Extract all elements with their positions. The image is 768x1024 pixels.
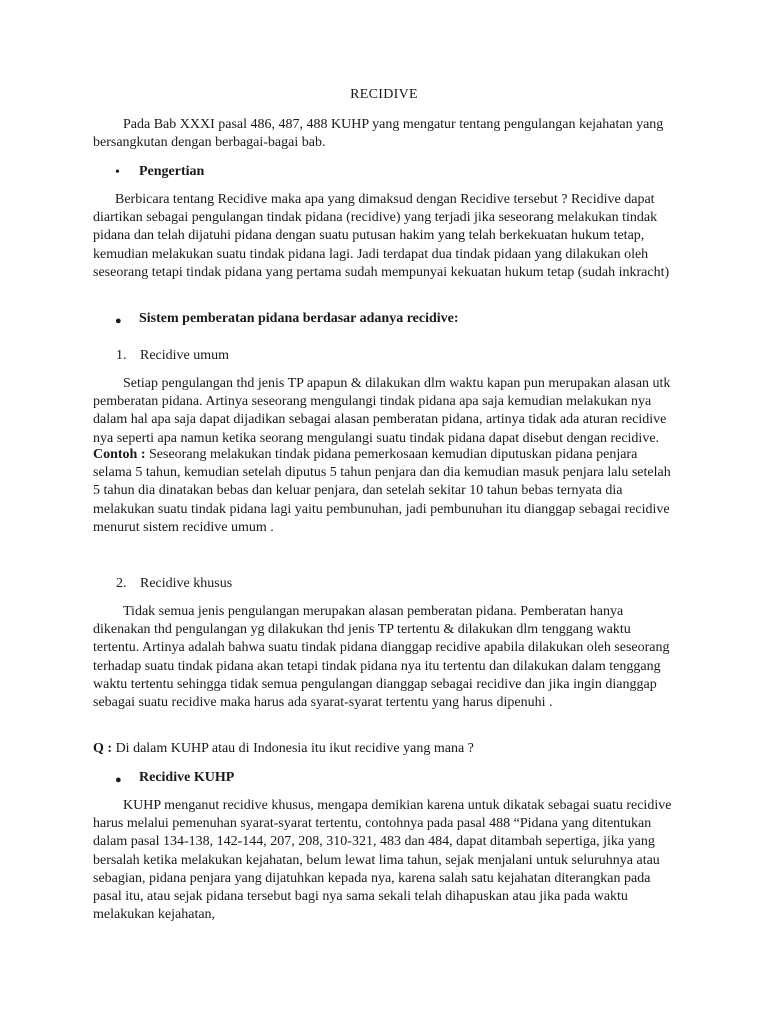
section-heading-sistem: Sistem pemberatan pidana berdasar adanya recidive: [139,311,459,326]
bullet-icon: • [115,165,120,180]
example-paragraph [93,446,673,537]
list-item-recidive-umum: Recidive umum [140,348,230,363]
bullet-icon: ● [115,315,122,327]
question-paragraph [93,740,673,758]
recidive-kuhp-paragraph: KUHP menganut recidive khusus, mengapa demikian karena untuk dikatak sebagai suatu recidive harus melalui pemenuhan syarat-syarat tertentu, contohnya pada pasal 488 “Pidana yang ditentukan dalam pasal 134-138, 142-144, 207, 208, 310-321, 483 dan 484, dapat ditambah sepertiga, jika yang bersalah ketika melakukan kejahatan, belum lewat lima tahun, sejak menjalani untuk seluruhnya atau sebagian, pidana penjara yang dijatuhkan kepada nya, karena salah satu kejahatan diterangkan pada pasal itu, atau sejak pidana tersebut bagi nya sama sekali telah dihapuskan atau jika pada waktu melakukan kejahatan, [93,798,672,923]
bullet-icon: ● [115,774,122,786]
list-number: 2. [116,576,127,591]
document-title: RECIDIVE [350,87,418,102]
section-heading-recidive-kuhp: Recidive KUHP [139,770,235,785]
example-label: Contoh : [93,447,146,462]
recidive-umum-paragraph: Setiap pengulangan thd jenis TP apapun & dilakukan dlm waktu kapan pun merupakan alasan utk pemberatan pidana. Artinya seseorang mengulangi tindak pidana apa saja kemudian melakukan nya dalam hal apa saja dapat dijadikan sebagai alasan pemberatan pidana, artinya tidak ada aturan recidive nya seperti apa namun ketika seorang mengulangi suatu tindak pidana dapat disebut dengan recidive. [93,376,671,446]
question-label: Q : [93,741,113,756]
question-body: Di dalam KUHP atau di Indonesia itu ikut recidive yang mana ? [112,741,474,756]
intro-paragraph: Pada Bab XXXI pasal 486, 487, 488 KUHP yang mengatur tentang pengulangan kejahatan yang bersangkutan dengan berbagai-bagai bab. [93,117,664,151]
section-heading-pengertian: Pengertian [139,164,205,179]
pengertian-paragraph: Berbicara tentang Recidive maka apa yang dimaksud dengan Recidive tersebut ? Recidive dapat diartikan sebagai pengulangan tindak pidana (recidive) yang terjadi jika seseorang melakukan tindak pidana dan telah dijatuhi pidana dengan suatu putusan hakim yang telah berkekuatan hukum tetap, kemudian melakukan suatu tindak pidana lagi. Jadi terdapat dua tindak pidaan yang dilakukan oleh seseorang tetapi tindak pidana yang pertama sudah mempunyai kekuatan hukum tetap (sudah inkracht) [93,192,670,280]
list-item-recidive-khusus: Recidive khusus [140,576,233,591]
recidive-khusus-paragraph: Tidak semua jenis pengulangan merupakan alasan pemberatan pidana. Pemberatan hanya dikenakan thd pengulangan yg dilakukan thd jenis TP tertentu & dilakukan dlm tenggang waktu tertentu. Artinya adalah bahwa suatu tindak pidana dianggap recidive apabila dilakukan oleh seseorang terhadap suatu tindak pidana akan tetapi tindak pidana nya itu tertentu dan dilakukan dalam tenggang waktu tertentu sehingga tidak semua pengulangan dianggap sebagai recidive dan jika ingin dianggap sebagai suatu recidive maka harus ada syarat-syarat tertentu yang harus dipenuhi . [93,604,670,711]
list-number: 1. [116,348,127,363]
example-body: Seseorang melakukan tindak pidana pemerkosaan kemudian diputuskan pidana penjara selama 5 tahun, kemudian setelah diputus 5 tahun penjara dan dia kemudian masuk penjara lalu setelah 5 tahun dia dinatakan bebas dan keluar penjara, dan setelah sekitar 10 tahun bebas ternyata dia melakukan suatu tindak pidana lagi yaitu pembunuhan, jadi pembunuhan itu dianggap sebagai recidive menurut sistem recidive umum . [93,447,671,535]
